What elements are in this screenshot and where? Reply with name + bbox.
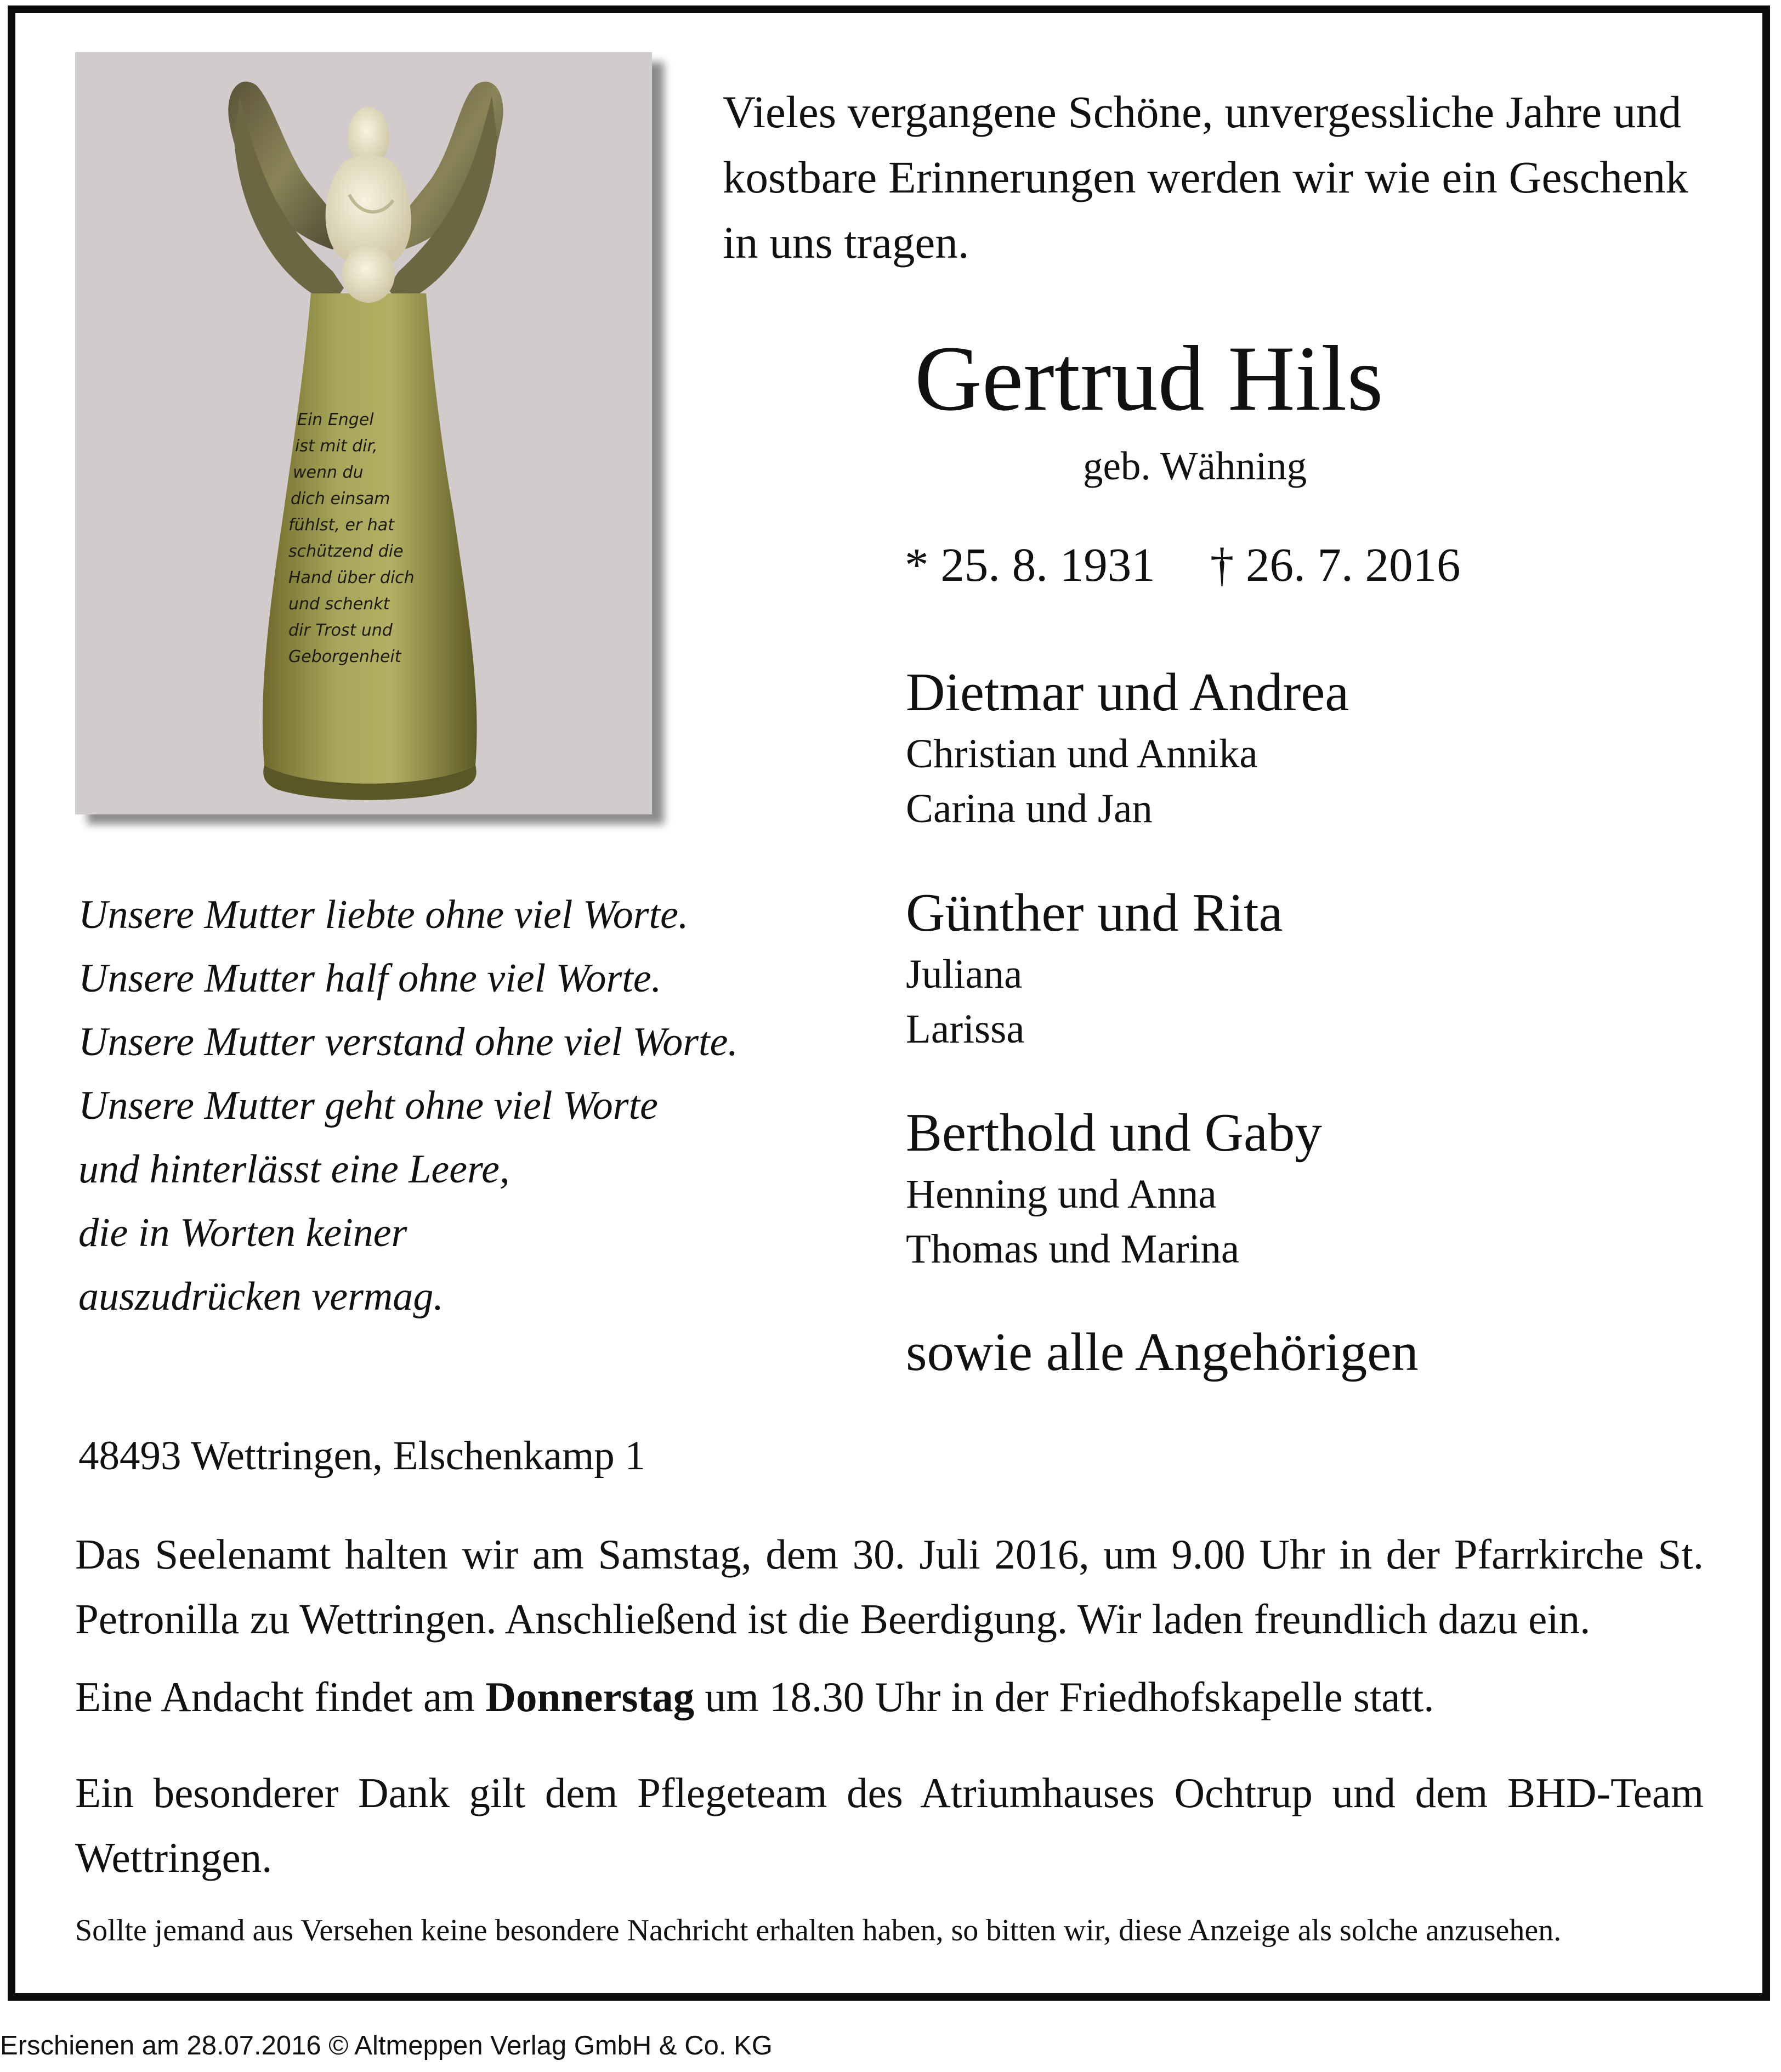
intro-line: kostbare Erinnerungen werden wir wie ein Geschenk [723,152,1688,202]
family-member: Henning und Anna [906,1171,1217,1217]
figurine-inscription-line: fühlst, er hat [288,516,394,535]
poem-line: Unsere Mutter liebte ohne viel Worte. [78,892,689,937]
family-member: Christian und Annika [906,731,1258,777]
family-head: Dietmar und Andrea [906,663,1349,722]
birth-date: * 25. 8. 1931 [905,538,1155,591]
figurine-inscription-line: Ein Engel [297,410,374,429]
death-date: † 26. 7. 2016 [1210,538,1461,591]
angel-figurine-image [75,52,652,814]
notice: Sollte jemand aus Versehen keine besondere Nachricht erhalten haben, so bitten wir, diese Anzeige als solche anzusehen. [75,1914,1562,1948]
relatives-line [906,1318,1701,1386]
angel-figurine-photo [75,52,652,814]
figurine-inscription-line: schützend die [288,542,404,561]
family-member: Carina und Jan [906,786,1153,831]
figurine-inscription-line: dich einsam [291,489,390,508]
family-group [906,658,1701,836]
poem-line: auszudrücken vermag. [78,1274,444,1319]
relatives: sowie alle Angehörigen [906,1322,1419,1382]
funeral-text: Das Seelenamt halten wir am Samstag, dem 30. Juli 2016, um 9.00 Uhr in der Pfarrkirche St. Petronilla zu Wettringen. Anschließend ist die Beerdigung. Wir laden freundlich dazu ein. [75,1531,1704,1643]
figurine-inscription-line: wenn du [293,463,364,482]
poem-line: und hinterlässt eine Leere, [78,1147,510,1192]
intro-line: Vieles vergangene Schöne, unvergessliche Jahre und [723,87,1682,137]
poem-line: Unsere Mutter half ohne viel Worte. [78,956,662,1001]
life-dates [905,537,1461,592]
intro-line: in uns tragen. [723,217,969,268]
figurine-inscription-line: Hand über dich [288,568,415,587]
thanks-paragraph [75,1760,1704,1890]
imprint: Erschienen am 28.07.2016 © Altmeppen Verlag GmbH & Co. KG [0,2031,773,2060]
poem-line: Unsere Mutter geht ohne viel Worte [78,1083,658,1128]
family-member: Juliana [906,952,1023,997]
family-group [906,879,1701,1057]
thanks-text: Ein besonderer Dank gilt dem Pflegeteam des Atriumhauses Ochtrup und dem BHD-Team Wettringen. [75,1769,1704,1881]
family-member: Larissa [906,1006,1025,1052]
poem [78,883,738,1328]
figurine-inscription-line: Geborgenheit [288,647,401,666]
family-head: Berthold und Gaby [906,1103,1322,1163]
deceased-name: Gertrud Hils [915,327,1383,430]
address: 48493 Wettringen, Elschenkamp 1 [78,1433,646,1479]
figurine-inscription-line: und schenkt [288,595,390,614]
family-member: Thomas und Marina [906,1226,1240,1272]
funeral-paragraph [75,1522,1704,1651]
intro-text [723,80,1688,275]
family-group [906,1099,1701,1277]
figurine-inscription-line: ist mit dir, [295,437,378,456]
poem-line: die in Worten keiner [78,1210,407,1255]
devotion-text: Eine Andacht findet am Donnerstag um 18.30 Uhr in der Friedhofskapelle statt. [75,1673,1434,1720]
figurine-inscription-line: dir Trost und [288,621,393,640]
family-head: Günther und Rita [906,883,1283,943]
poem-line: Unsere Mutter verstand ohne viel Worte. [78,1020,738,1065]
devotion-day: Donnerstag [485,1673,695,1720]
devotion-paragraph [75,1665,1704,1729]
maiden-name: geb. Wähning [1083,444,1307,488]
